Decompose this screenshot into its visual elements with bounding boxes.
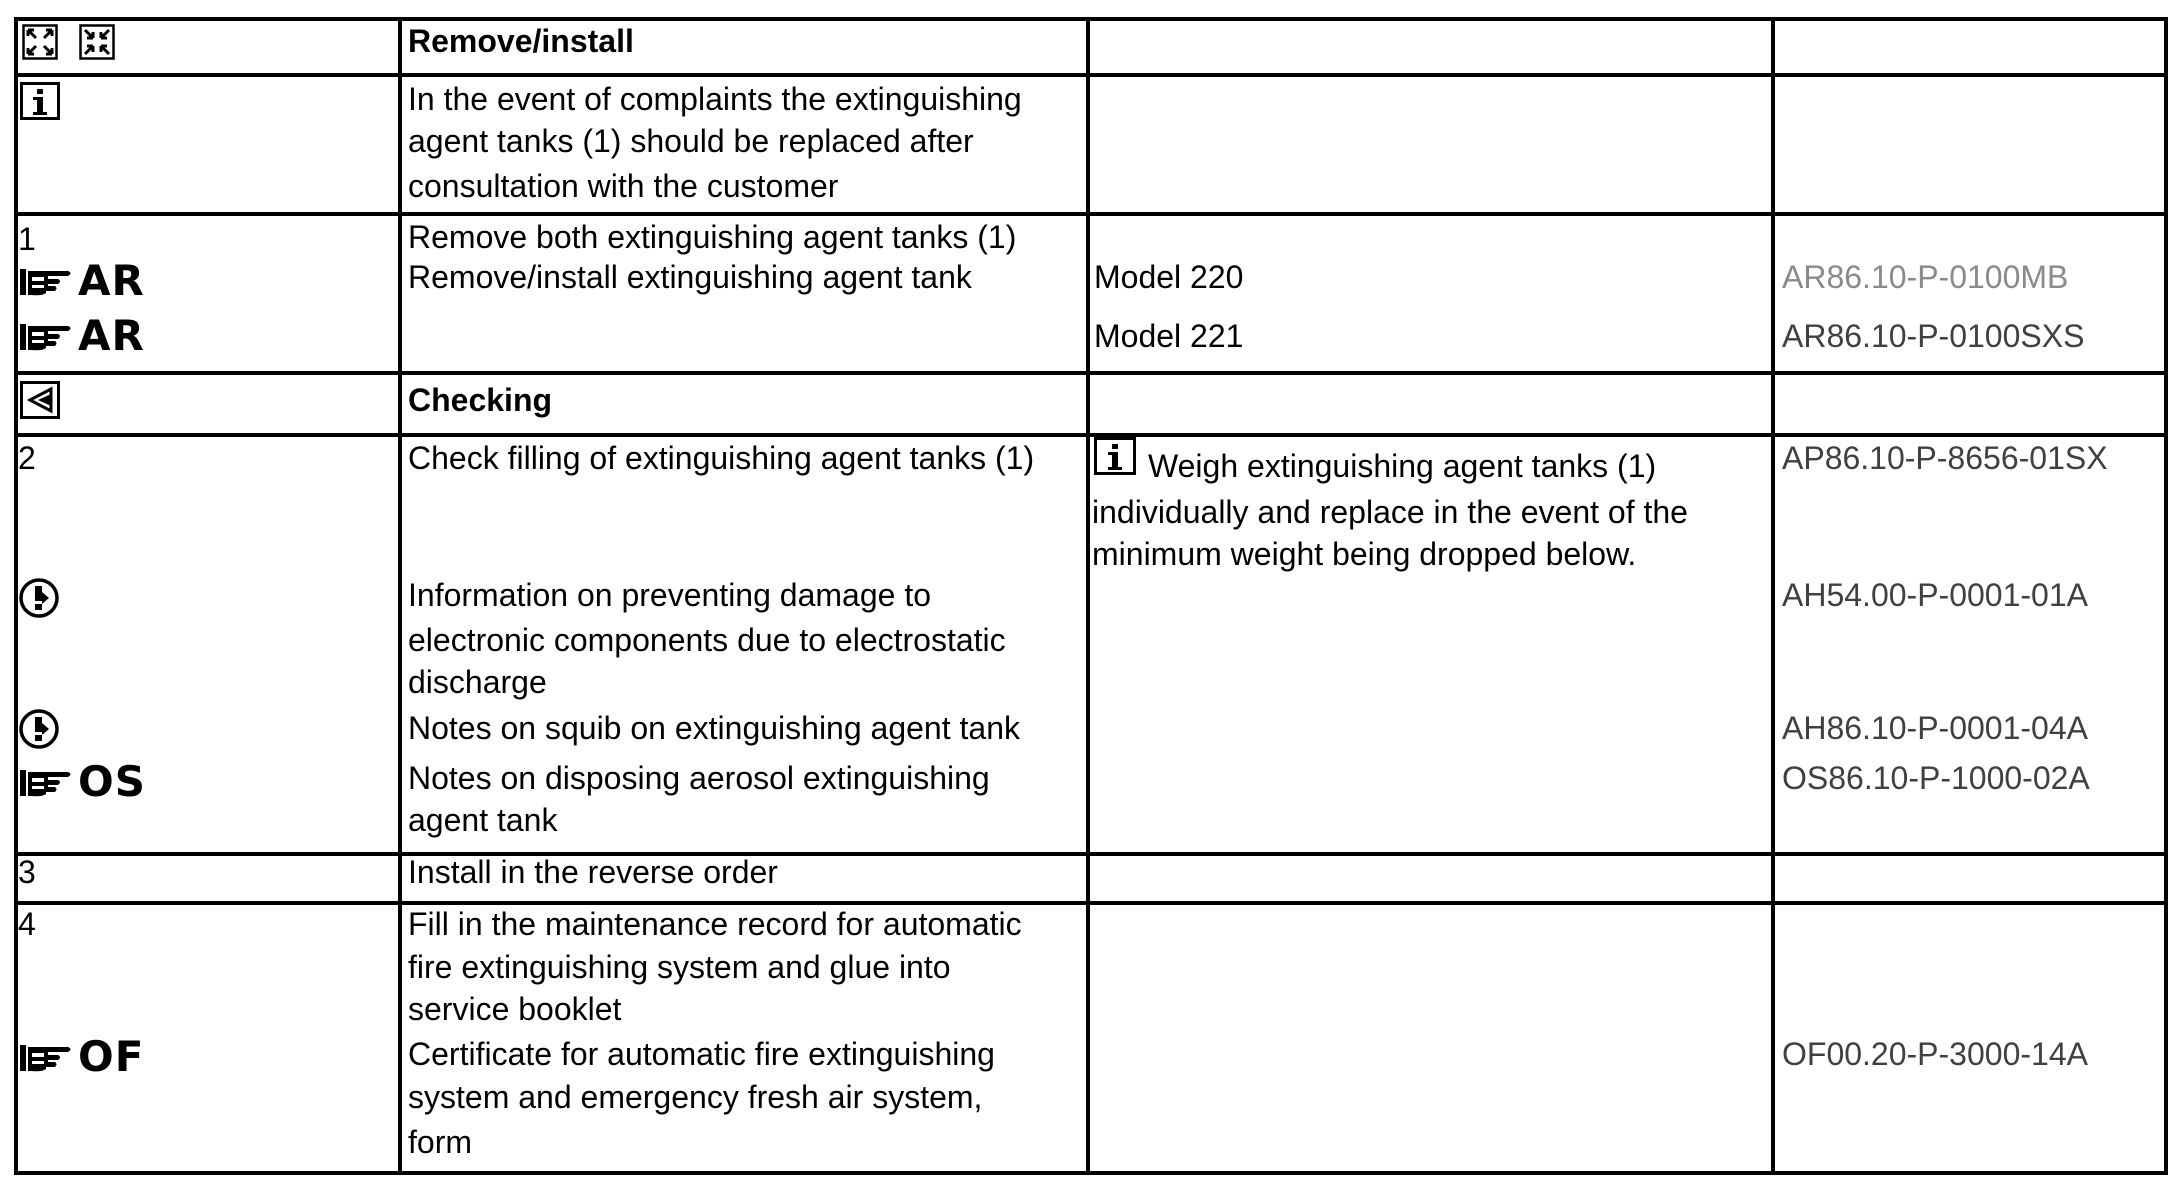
section-heading-remove-install: Remove/install xyxy=(408,23,634,59)
row-divider xyxy=(14,212,2168,216)
hand-pointer-icon xyxy=(18,1039,74,1075)
note-line: Weigh extinguishing agent tanks (1) xyxy=(1148,448,1657,484)
note-line: agent tanks (1) should be replaced after xyxy=(408,123,974,159)
reference-code: OS xyxy=(78,757,146,806)
info-line: Notes on disposing aerosol extinguishing xyxy=(408,760,990,796)
info-line: discharge xyxy=(408,664,547,700)
document-reference-link[interactable]: AR86.10-P-0100MB xyxy=(1782,259,2069,295)
document-reference-link[interactable]: AH54.00-P-0001-01A xyxy=(1782,577,2088,613)
hand-pointer-icon xyxy=(18,263,74,299)
step-text: Remove/install extinguishing agent tank xyxy=(408,259,972,295)
document-reference-link[interactable]: OF00.20-P-3000-14A xyxy=(1782,1036,2088,1072)
row-divider xyxy=(14,901,2168,905)
column-divider xyxy=(398,17,402,1175)
reference-ar-link[interactable] xyxy=(18,313,145,359)
reference-code: OF xyxy=(78,1032,145,1081)
install-icon xyxy=(79,24,115,60)
info-icon xyxy=(20,82,60,120)
reference-ar-link[interactable] xyxy=(18,258,145,304)
hand-pointer-icon xyxy=(18,764,74,800)
step-number: 4 xyxy=(18,906,36,942)
note-line: minimum weight being dropped below. xyxy=(1092,536,1637,572)
reference-code: AR xyxy=(78,256,145,305)
step-text: Certificate for automatic fire extinguishing xyxy=(408,1036,995,1072)
note-line: In the event of complaints the extinguishing xyxy=(408,81,1022,117)
step-text: service booklet xyxy=(408,991,622,1027)
remove-icon xyxy=(22,24,58,60)
info-icon xyxy=(1094,437,1136,475)
step-number: 3 xyxy=(18,854,36,890)
row-divider xyxy=(14,371,2168,375)
note-line: consultation with the customer xyxy=(408,168,839,204)
reference-os-link[interactable] xyxy=(18,759,146,805)
document-reference-link[interactable]: AR86.10-P-0100SXS xyxy=(1782,318,2085,354)
column-divider xyxy=(1771,17,1775,1175)
model-label: Model 220 xyxy=(1094,259,1244,295)
document-reference-link[interactable]: OS86.10-P-1000-02A xyxy=(1782,760,2090,796)
reference-of-link[interactable] xyxy=(18,1034,144,1080)
document-reference-link[interactable]: AP86.10-P-8656-01SX xyxy=(1782,440,2108,476)
checking-icon xyxy=(20,381,60,419)
step-text: Check filling of extinguishing agent tanks (1) xyxy=(408,440,1035,476)
info-line: Information on preventing damage to xyxy=(408,577,931,613)
hand-pointer-icon xyxy=(18,318,74,354)
step-number: 2 xyxy=(18,440,36,476)
warning-icon xyxy=(18,708,60,750)
section-heading-checking: Checking xyxy=(408,382,553,418)
step-number: 1 xyxy=(18,221,36,257)
info-line: electronic components due to electrostatic xyxy=(408,622,1006,658)
step-text: Fill in the maintenance record for automatic xyxy=(408,906,1022,942)
step-text: form xyxy=(408,1124,472,1160)
model-label: Model 221 xyxy=(1094,318,1244,354)
step-text: fire extinguishing system and glue into xyxy=(408,949,951,985)
column-divider xyxy=(1086,17,1090,1175)
step-text: Install in the reverse order xyxy=(408,854,778,890)
step-text: Remove both extinguishing agent tanks (1) xyxy=(408,219,1017,255)
step-text: system and emergency fresh air system, xyxy=(408,1079,983,1115)
info-line: agent tank xyxy=(408,802,558,838)
warning-icon xyxy=(18,577,60,619)
info-line: Notes on squib on extinguishing agent tank xyxy=(408,710,1020,746)
row-divider xyxy=(14,73,2168,77)
reference-code: AR xyxy=(78,311,145,360)
document-reference-link[interactable]: AH86.10-P-0001-04A xyxy=(1782,710,2088,746)
row-divider xyxy=(14,852,2168,856)
note-line: individually and replace in the event of the xyxy=(1092,494,1688,530)
